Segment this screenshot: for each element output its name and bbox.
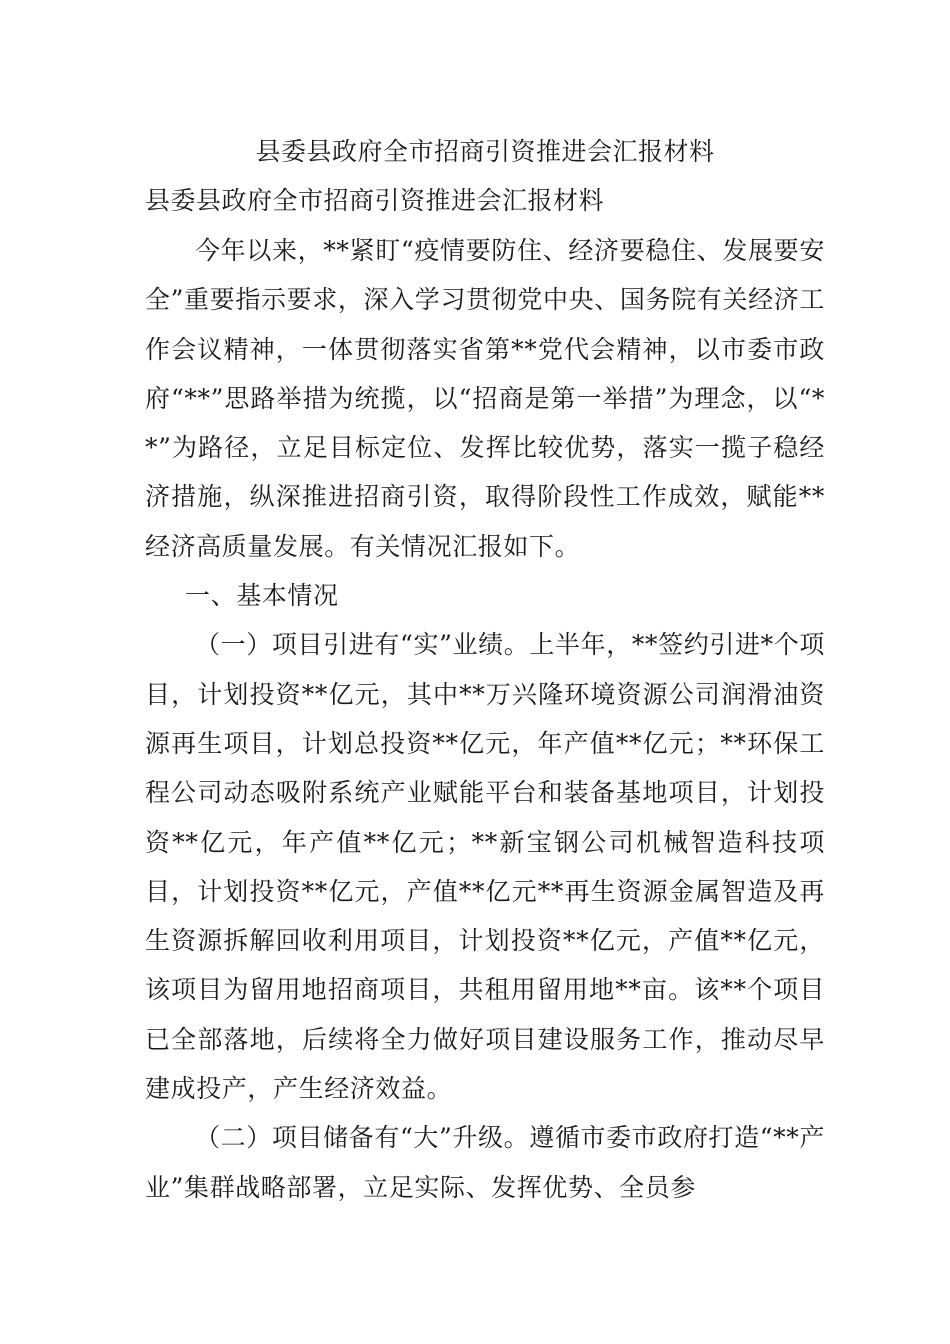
- document-title: 县委县政府全市招商引资推进会汇报材料: [255, 137, 715, 166]
- item-paragraph-1: （一）项目引进有“实”业绩。上半年，**签约引进*个项目，计划投资**亿元，其中**万兴隆环境资源公司润滑油资源再生项目，计划总投资**亿元，年产值**亿元；**环保工程公司动态吸附系统产业赋能平台和装备基地项目，计划投资**亿元，年产值**亿元；**新宝钢公司机械智造科技项目，计划投资**亿元，产值**亿元**再生资源金属智造及再生资源拆解回收利用项目，计划投资**亿元，产值**亿元，该项目为留用地招商项目，共租用留用地**亩。该**个项目已全部落地，后续将全力做好项目建设服务工作，推动尽早建成投产，产生经济效益。: [145, 630, 825, 1104]
- intro-paragraph: 今年以来，**紧盯“疫情要防住、经济要稳住、发展要安全”重要指示要求，深入学习贯彻党中央、国务院有关经济工作会议精神，一体贯彻落实省第**党代会精神，以市委市政府“**”思路举措为统揽，以“招商是第一举措”为理念，以“**”为路径，立足目标定位、发挥比较优势，落实一揽子稳经济措施，纵深推进招商引资，取得阶段性工作成效，赋能**经济高质量发展。有关情况汇报如下。: [145, 236, 825, 561]
- item-paragraph-2: （二）项目储备有“大”升级。遵循市委市政府打造“**产业”集群战略部署，立足实际、发挥优势、全员参: [145, 1123, 825, 1202]
- document-page: [145, 128, 825, 1212]
- document-subtitle: 县委县政府全市招商引资推进会汇报材料: [145, 186, 605, 215]
- section-heading-basic-situation: 一、基本情况: [185, 581, 339, 611]
